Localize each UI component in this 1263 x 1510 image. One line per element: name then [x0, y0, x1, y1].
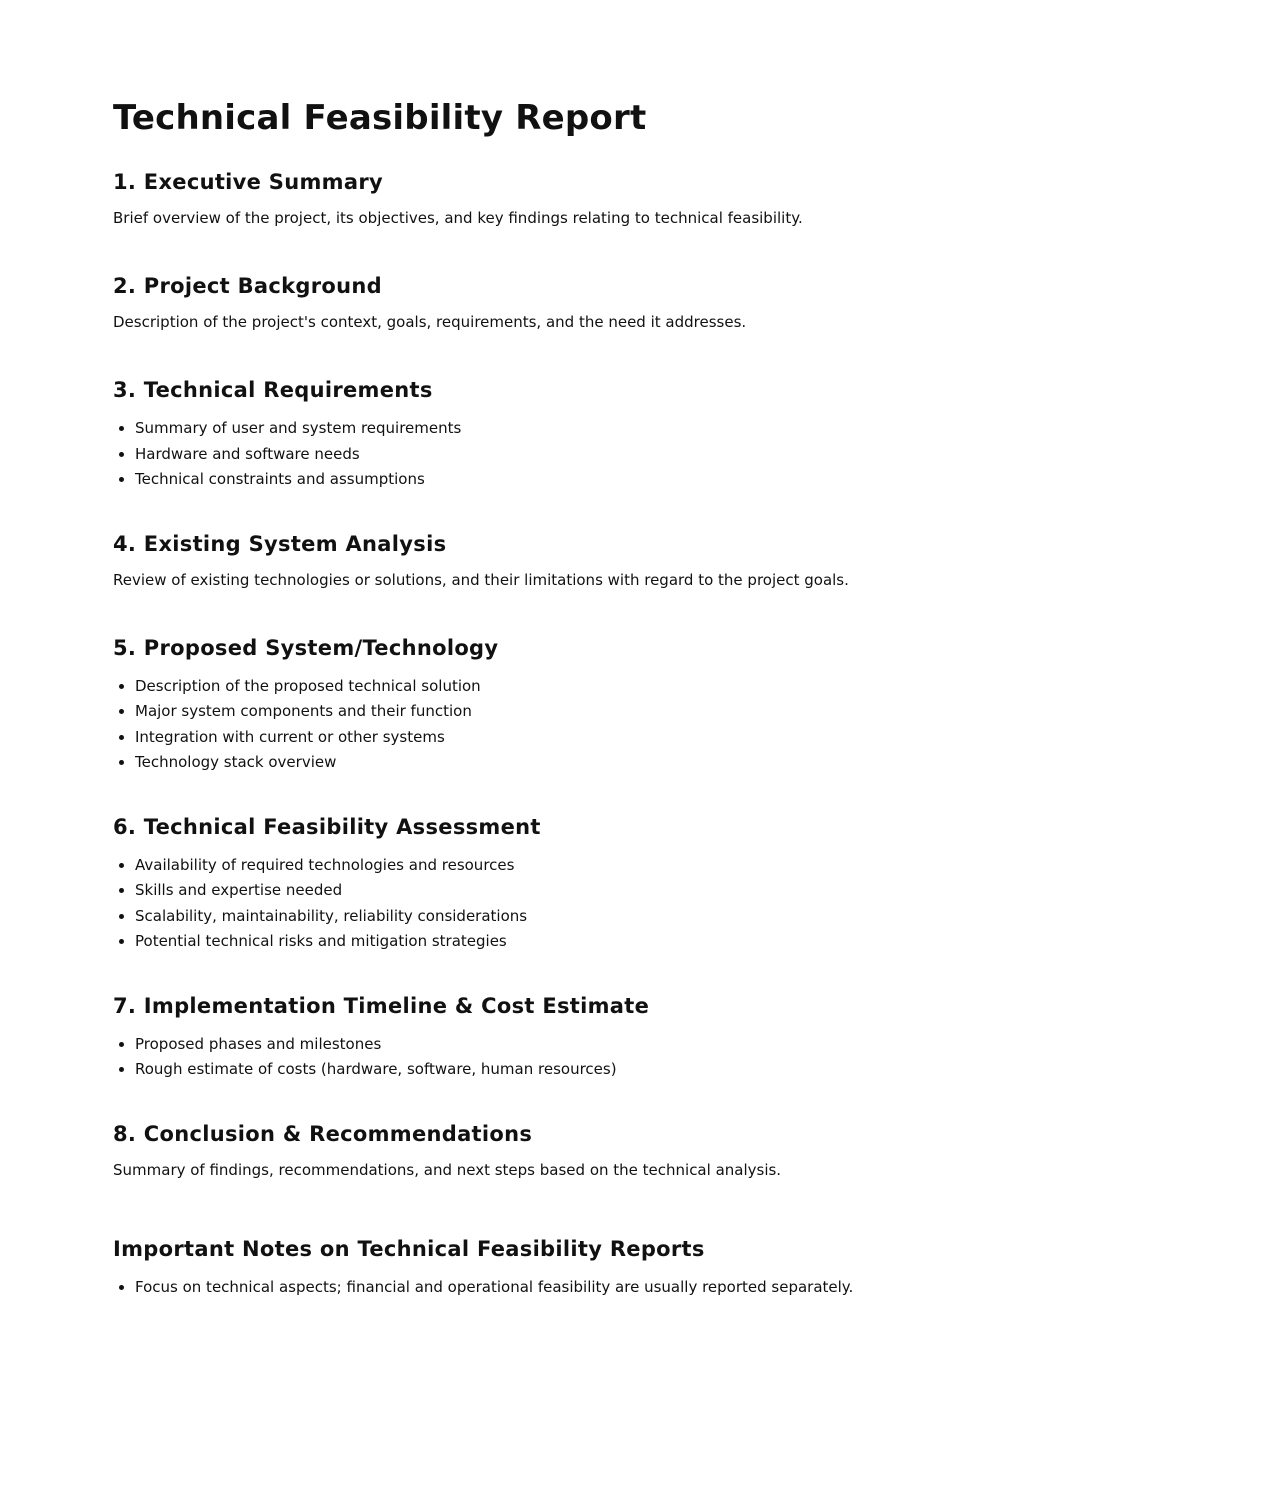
section-paragraph: Brief overview of the project, its objectives, and key findings relating to technical feasibility.: [113, 209, 803, 227]
list-item: • Skills and expertise needed: [135, 878, 1113, 904]
section-technical-requirements: [113, 376, 1113, 493]
list-item: • Integration with current or other systems: [135, 725, 1113, 751]
list-item: • Major system components and their function: [135, 699, 1113, 725]
section-paragraph: Review of existing technologies or solutions, and their limitations with regard to the project goals.: [113, 570, 849, 589]
list-item: • Description of the proposed technical solution: [135, 674, 1113, 700]
list-item: • Availability of required technologies and resources: [135, 853, 1113, 879]
section-technical-feasibility-assessment: [113, 813, 1113, 955]
section-proposed-system: [113, 634, 1113, 776]
section-heading: 3. Technical Requirements: [113, 378, 433, 402]
list-item: • Rough estimate of costs (hardware, software, human resources): [135, 1057, 1113, 1083]
section-executive-summary: [113, 168, 1113, 228]
section-heading: 2. Project Background: [113, 274, 382, 298]
bullet-list: [113, 1032, 1113, 1083]
section-existing-system-analysis: [113, 530, 1113, 590]
section-heading: 1. Executive Summary: [113, 170, 383, 194]
bullet-list: [113, 1275, 1113, 1301]
page-title: Technical Feasibility Report: [113, 98, 647, 138]
section-paragraph: Summary of findings, recommendations, and next steps based on the technical analysis.: [113, 1160, 782, 1179]
section-heading: 7. Implementation Timeline & Cost Estimate: [113, 993, 650, 1018]
bullet-list: [113, 416, 1113, 493]
list-item: • Technology stack overview: [135, 750, 1113, 776]
list-item: • Summary of user and system requirements: [135, 416, 1113, 442]
list-item: • Hardware and software needs: [135, 442, 1113, 468]
section-paragraph: Description of the project's context, goals, requirements, and the need it addresses.: [113, 313, 747, 331]
list-item: • Proposed phases and milestones: [135, 1032, 1113, 1058]
bullet-list: [113, 853, 1113, 955]
list-item: • Technical constraints and assumptions: [135, 467, 1113, 493]
section-implementation-timeline: [113, 992, 1113, 1083]
section-conclusion: [113, 1120, 1113, 1180]
report-document: [113, 0, 1113, 1302]
list-item: • Potential technical risks and mitigation strategies: [135, 929, 1113, 955]
section-heading: 4. Existing System Analysis: [113, 531, 447, 556]
list-item: • Scalability, maintainability, reliability considerations: [135, 904, 1113, 930]
section-important-notes: [113, 1235, 1113, 1301]
bullet-list: [113, 674, 1113, 776]
section-heading: Important Notes on Technical Feasibility Reports: [113, 1236, 705, 1261]
list-item: • Focus on technical aspects; financial and operational feasibility are usually reported separately.: [135, 1275, 1113, 1301]
section-heading: 6. Technical Feasibility Assessment: [113, 814, 541, 839]
section-heading: 5. Proposed System/Technology: [113, 635, 499, 660]
section-heading: 8. Conclusion & Recommendations: [113, 1121, 533, 1146]
section-project-background: [113, 272, 1113, 332]
